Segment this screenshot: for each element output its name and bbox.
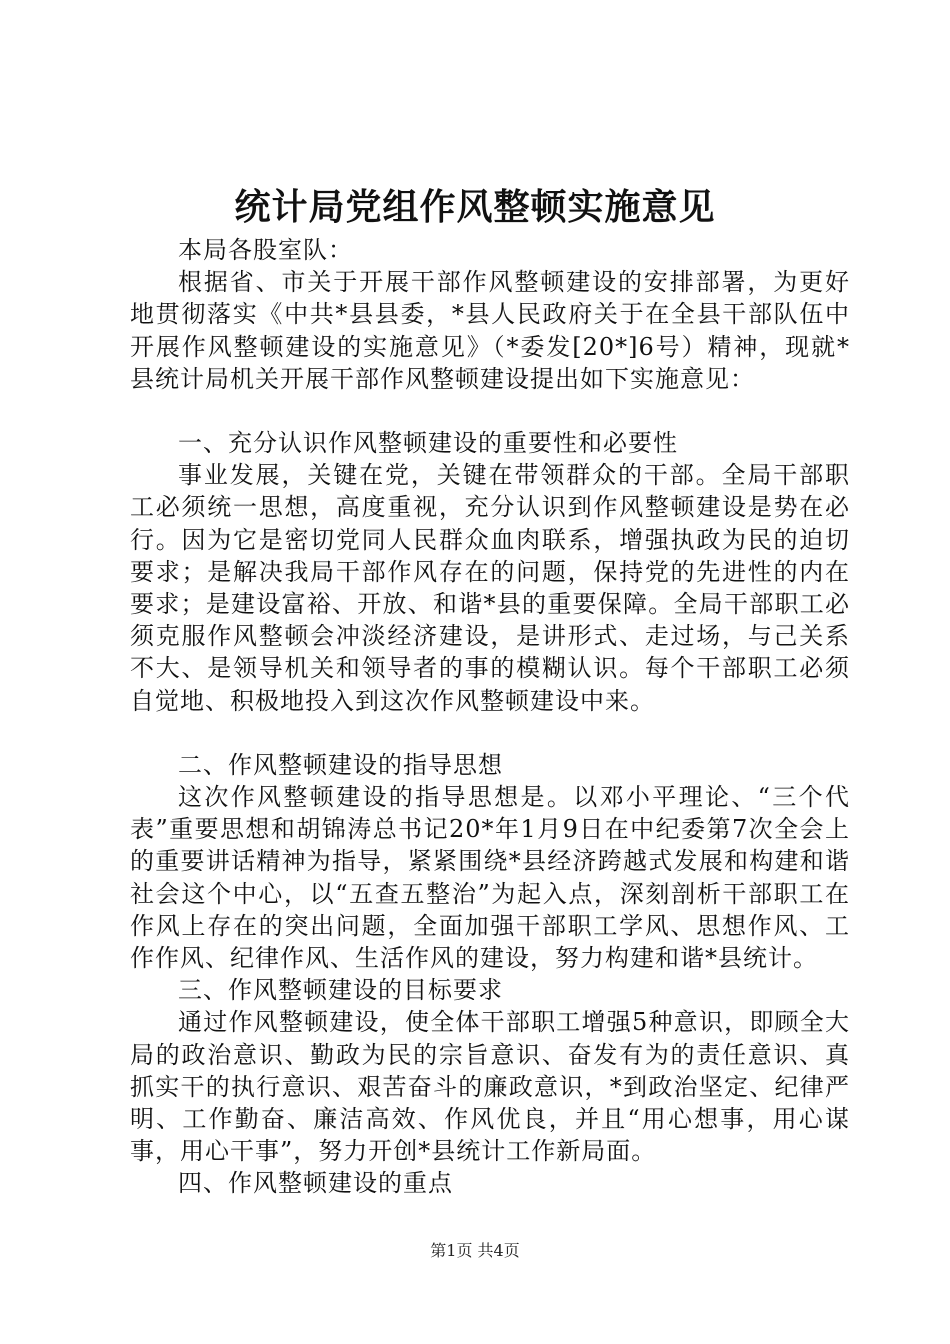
section-paragraph-1: 事业发展，关键在党，关键在带领群众的干部。全局干部职工必须统一思想，高度重视，充分认识到作风整顿建设是势在必行。因为它是密切党同人民群众血肉联系，增强执政为民的迫切要求；是解决我局干部作风存在的问题，保持党的先进性的内在要求；是建设富裕、开放、和谐*县的重要保障。全局干部职工必须克服作风整顿会冲淡经济建设，是讲形式、走过场，与己关系不大、是领导机关和领导者的事的模糊认识。每个干部职工必须自觉地、积极地投入到这次作风整顿建设中来。 [130,461,850,715]
page-number: 第1页 共4页 [430,1241,520,1260]
salutation: 本局各股室队： [178,236,353,264]
section-heading-3: 三、作风整顿建设的目标要求 [178,976,503,1005]
intro-paragraph: 根据省、市关于开展干部作风整顿建设的安排部署，为更好地贯彻落实《中共*县县委，*县人民政府关于在全县干部队伍中开展作风整顿建设的实施意见》（*委发[20*]6号）精神，现就*县统计局机关开展干部作风整顿建设提出如下实施意见： [130,268,850,393]
section-paragraph-2: 这次作风整顿建设的指导思想是。以邓小平理论、“三个代表”重要思想和胡锦涛总书记20*年1月9日在中纪委第7次全会上的重要讲话精神为指导，紧紧围绕*县经济跨越式发展和构建和谐社会这个中心，以“五查五整治”为起入点，深刻剖析干部职工在作风上存在的突出问题，全面加强干部职工学风、思想作风、工作作风、纪律作风、生活作风的建设，努力构建和谐*县统计。 [130,783,850,973]
document-title: 统计局党组作风整顿实施意见 [234,186,716,228]
section-heading-4: 四、作风整顿建设的重点 [178,1169,453,1198]
section-paragraph-3: 通过作风整顿建设，使全体干部职工增强5种意识，即顾全大局的政治意识、勤政为民的宗旨意识、奋发有为的责任意识、真抓实干的执行意识、艰苦奋斗的廉政意识，*到政治坚定、纪律严明、工作勤奋、廉洁高效、作风优良，并且“用心想事，用心谋事，用心干事”，努力开创*县统计工作新局面。 [130,1008,850,1166]
section-heading-2: 二、作风整顿建设的指导思想 [178,750,503,779]
section-heading-1: 一、充分认识作风整顿建设的重要性和必要性 [178,429,678,458]
document-body [130,234,850,1200]
